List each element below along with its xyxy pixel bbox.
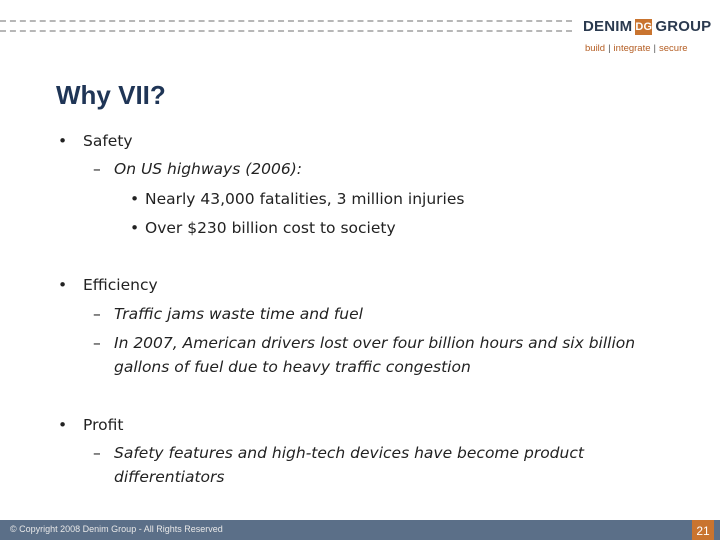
bullet-icon: • <box>58 416 68 434</box>
dash-icon: – <box>93 305 101 323</box>
logo-text-left: DENIM <box>583 18 633 35</box>
sub-bullet-text: On US highways (2006): <box>114 160 302 178</box>
tagline-word: integrate <box>613 43 651 54</box>
sub-sub-bullet-text: Nearly 43,000 fatalities, 3 million injuries <box>145 190 465 208</box>
sub-sub-bullet-text: Over $230 billion cost to society <box>145 219 396 237</box>
logo-mark-icon: DG <box>635 20 653 33</box>
tagline-word: build <box>585 43 606 54</box>
bullet-icon: • <box>130 219 140 237</box>
bullet-icon: • <box>58 276 68 294</box>
company-logo <box>583 18 713 54</box>
logo-text-right: GROUP <box>655 18 712 35</box>
bullet-icon: • <box>130 190 140 208</box>
sub-bullet-text: gallons of fuel due to heavy traffic congestion <box>114 358 471 376</box>
header-dash-line-bottom <box>0 30 572 32</box>
dash-icon: – <box>93 160 101 178</box>
footer-bar <box>0 520 720 540</box>
copyright-text: © Copyright 2008 Denim Group - All Rights Reserved <box>10 524 223 534</box>
page-number: 21 <box>692 520 714 540</box>
header-dash-line-top <box>0 20 572 22</box>
tagline-separator: | <box>653 43 656 54</box>
tagline-word: secure <box>659 43 688 54</box>
sub-bullet-text: differentiators <box>114 468 225 486</box>
tagline-separator: | <box>608 43 611 54</box>
dash-icon: – <box>93 334 101 352</box>
bullet-label: Safety <box>83 132 133 150</box>
sub-bullet-text: Safety features and high-tech devices have become product <box>114 444 584 462</box>
bullet-label: Profit <box>83 416 124 434</box>
bullet-label: Efficiency <box>83 276 158 294</box>
logo-tagline <box>583 43 713 54</box>
sub-bullet-text: In 2007, American drivers lost over four billion hours and six billion <box>114 334 636 352</box>
slide-title: Why VII? <box>56 80 166 110</box>
sub-bullet-text: Traffic jams waste time and fuel <box>114 305 363 323</box>
dash-icon: – <box>93 444 101 462</box>
bullet-icon: • <box>58 132 68 150</box>
